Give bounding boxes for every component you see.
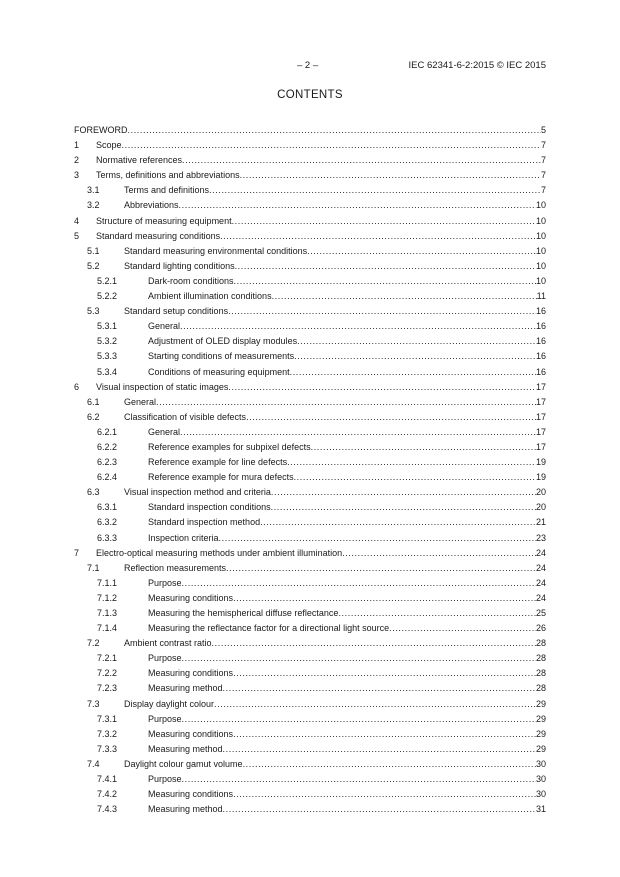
toc-entry-page: 26 — [535, 623, 546, 634]
toc-entry-title: Adjustment of OLED display modules — [148, 336, 298, 347]
dot-leader — [246, 410, 536, 425]
toc-entry-page: 28 — [535, 683, 546, 694]
toc-entry-number: 6.2 — [87, 411, 100, 422]
standard-reference: IEC 62341-6-2:2015 © IEC 2015 — [408, 60, 546, 71]
toc-entry-number: 7.1.2 — [97, 592, 118, 603]
toc-entry-number: 2 — [74, 155, 80, 166]
toc-entry-page: 7 — [540, 170, 546, 181]
dot-leader — [294, 470, 536, 485]
toc-entry-title: Electro-optical measuring methods under ambient illumination — [96, 547, 343, 558]
toc-entry[interactable] — [74, 168, 546, 183]
dot-leader — [240, 168, 541, 183]
toc-entry-number: 3.1 — [87, 185, 100, 196]
dot-leader — [223, 742, 536, 757]
toc-entry-page: 29 — [535, 743, 546, 754]
dot-leader — [235, 259, 536, 274]
toc-entry-title: Measuring method — [148, 804, 223, 815]
toc-entry-title: Standard inspection method — [148, 517, 261, 528]
toc-entry-title: Measuring the reflectance factor for a directional light source — [148, 623, 390, 634]
toc-entry-title: Purpose — [148, 577, 182, 588]
dot-leader — [223, 802, 536, 817]
toc-entry[interactable] — [74, 772, 546, 787]
toc-entry-page: 30 — [535, 758, 546, 769]
dot-leader — [182, 153, 541, 168]
dot-leader — [311, 440, 536, 455]
toc-entry-page: 17 — [535, 396, 546, 407]
toc-entry[interactable] — [74, 380, 546, 395]
toc-entry[interactable] — [74, 289, 546, 304]
toc-entry-page: 10 — [535, 260, 546, 271]
dot-leader — [226, 561, 536, 576]
toc-entry-title: Standard setup conditions — [124, 306, 229, 317]
toc-entry[interactable] — [74, 802, 546, 817]
dot-leader — [233, 727, 536, 742]
toc-entry-page: 28 — [535, 668, 546, 679]
toc-entry-title: Visual inspection method and criteria — [124, 487, 271, 498]
toc-entry[interactable] — [74, 681, 546, 696]
toc-entry-title: General — [148, 426, 181, 437]
toc-entry-number: 4 — [74, 215, 80, 226]
dot-leader — [228, 304, 536, 319]
toc-entry-page: 19 — [535, 457, 546, 468]
toc-entry-title: Reference example for line defects — [148, 457, 288, 468]
toc-entry-number: 7.4.3 — [97, 804, 118, 815]
toc-entry[interactable] — [74, 757, 546, 772]
toc-entry-title: Abbreviations — [124, 200, 179, 211]
toc-entry[interactable] — [74, 546, 546, 561]
toc-entry-page: 21 — [535, 517, 546, 528]
toc-entry-title: Normative references — [96, 155, 183, 166]
toc-entry-page: 10 — [535, 230, 546, 241]
dot-leader — [182, 772, 536, 787]
toc-entry-title: Standard lighting conditions — [124, 260, 235, 271]
toc-entry[interactable] — [74, 621, 546, 636]
toc-entry-title: Standard measuring environmental conditions — [124, 245, 308, 256]
toc-entry[interactable] — [74, 576, 546, 591]
dot-leader — [233, 666, 536, 681]
toc-entry-page: 30 — [535, 789, 546, 800]
dot-leader — [233, 787, 536, 802]
toc-entry-number: 3.2 — [87, 200, 100, 211]
dot-leader — [182, 712, 536, 727]
dot-leader — [294, 349, 536, 364]
toc-entry-number: 5.1 — [87, 245, 100, 256]
toc-entry[interactable] — [74, 787, 546, 802]
dot-leader — [182, 651, 536, 666]
page-title: CONTENTS — [277, 89, 343, 101]
toc-entry-page: 28 — [535, 638, 546, 649]
dot-leader — [260, 515, 536, 530]
toc-entry-number: 7.1.4 — [97, 623, 118, 634]
toc-entry-number: 6.3.3 — [97, 532, 118, 543]
toc-entry-page: 28 — [535, 653, 546, 664]
toc-entry[interactable] — [74, 666, 546, 681]
table-of-contents — [74, 123, 546, 817]
toc-entry-number: 5.3.1 — [97, 321, 118, 332]
toc-entry-page: 10 — [535, 275, 546, 286]
dot-leader — [271, 500, 536, 515]
dot-leader — [223, 681, 536, 696]
dot-leader — [209, 183, 541, 198]
toc-entry[interactable] — [74, 697, 546, 712]
toc-entry-number: 1 — [74, 140, 80, 151]
toc-entry-title: Measuring conditions — [148, 789, 234, 800]
toc-entry-title: Measuring method — [148, 683, 223, 694]
toc-entry-number: 7 — [74, 547, 80, 558]
toc-entry-page: 16 — [535, 321, 546, 332]
toc-entry-title: General — [148, 321, 181, 332]
dot-leader — [179, 198, 536, 213]
toc-entry[interactable] — [74, 651, 546, 666]
dot-leader — [228, 380, 536, 395]
dot-leader — [234, 274, 536, 289]
toc-entry-title: Measuring conditions — [148, 668, 234, 679]
dot-leader — [271, 485, 536, 500]
toc-entry-page: 29 — [535, 698, 546, 709]
toc-entry[interactable] — [74, 229, 546, 244]
toc-entry-number: 7.3.2 — [97, 728, 118, 739]
toc-entry[interactable] — [74, 395, 546, 410]
toc-entry-title: Terms, definitions and abbreviations — [96, 170, 240, 181]
toc-entry-page: 17 — [535, 411, 546, 422]
toc-entry-title: Measuring method — [148, 743, 223, 754]
toc-entry-number: 5.2 — [87, 260, 100, 271]
toc-entry[interactable] — [74, 319, 546, 334]
toc-entry-title: Ambient contrast ratio — [124, 638, 212, 649]
toc-entry-page: 5 — [540, 125, 546, 135]
toc-entry-title: Conditions of measuring equipment — [148, 366, 290, 377]
toc-entry[interactable] — [74, 274, 546, 289]
toc-entry-number: 6.2.4 — [97, 472, 118, 483]
toc-entry[interactable] — [74, 183, 546, 198]
toc-entry-number: 3 — [74, 170, 80, 181]
toc-entry-number: 7.1 — [87, 562, 100, 573]
toc-entry-page: 31 — [535, 804, 546, 815]
toc-entry-number: 7.3.3 — [97, 743, 118, 754]
toc-entry-title: Display daylight colour — [124, 698, 215, 709]
toc-entry-page: 24 — [535, 577, 546, 588]
toc-entry-number: 6.1 — [87, 396, 100, 407]
toc-entry-title: Starting conditions of measurements — [148, 351, 295, 362]
toc-entry-number: 5.3.3 — [97, 351, 118, 362]
dot-leader — [220, 229, 536, 244]
dot-leader — [272, 289, 537, 304]
dot-leader — [232, 214, 536, 229]
toc-entry-title: General — [124, 396, 157, 407]
toc-entry[interactable] — [74, 636, 546, 651]
toc-entry-number: 6.2.1 — [97, 426, 118, 437]
toc-entry[interactable] — [74, 470, 546, 485]
toc-entry-page: 10 — [535, 245, 546, 256]
toc-entry-page: 7 — [540, 185, 546, 196]
dot-leader — [338, 606, 536, 621]
toc-entry-page: 17 — [535, 441, 546, 452]
toc-entry[interactable] — [74, 123, 546, 138]
toc-entry-page: 17 — [535, 381, 546, 392]
toc-entry-title: Terms and definitions — [124, 185, 210, 196]
toc-entry-title: Visual inspection of static images — [96, 381, 229, 392]
dot-leader — [212, 636, 536, 651]
toc-entry-number: 7.4.1 — [97, 774, 118, 785]
toc-entry[interactable] — [74, 485, 546, 500]
toc-entry-title: Measuring conditions — [148, 728, 234, 739]
toc-entry-number: 5.2.1 — [97, 275, 118, 286]
toc-entry-number: 5.2.2 — [97, 291, 118, 302]
toc-entry-title: Standard measuring conditions — [96, 230, 221, 241]
toc-entry-page: 16 — [535, 336, 546, 347]
toc-entry-number: 7.3.1 — [97, 713, 118, 724]
toc-entry-number: 5.3.2 — [97, 336, 118, 347]
toc-entry[interactable] — [74, 138, 546, 153]
dot-leader — [389, 621, 536, 636]
toc-entry-page: 30 — [535, 774, 546, 785]
toc-entry-page: 24 — [535, 562, 546, 573]
toc-entry-title: Inspection criteria — [148, 532, 219, 543]
toc-entry-page: 16 — [535, 306, 546, 317]
toc-entry[interactable] — [74, 500, 546, 515]
dot-leader — [297, 334, 536, 349]
toc-entry-number: 7.3 — [87, 698, 100, 709]
toc-entry-page: 10 — [535, 215, 546, 226]
dot-leader — [307, 244, 536, 259]
dot-leader — [342, 546, 536, 561]
toc-entry-title: Classification of visible defects — [124, 411, 247, 422]
toc-entry-title: Reference examples for subpixel defects — [148, 441, 311, 452]
toc-entry[interactable] — [74, 606, 546, 621]
toc-entry-page: 16 — [535, 351, 546, 362]
dot-leader — [122, 138, 541, 153]
toc-entry-page: 20 — [535, 502, 546, 513]
toc-entry-page: 24 — [535, 547, 546, 558]
toc-entry[interactable] — [74, 214, 546, 229]
toc-entry-page: 17 — [535, 426, 546, 437]
toc-entry-number: 7.4 — [87, 758, 100, 769]
toc-entry-number: 7.1.1 — [97, 577, 118, 588]
toc-entry-number: 7.2.2 — [97, 668, 118, 679]
toc-entry[interactable] — [74, 455, 546, 470]
toc-entry-number: 6.2.2 — [97, 441, 118, 452]
toc-entry-page: 23 — [535, 532, 546, 543]
toc-entry-number: 6.2.3 — [97, 457, 118, 468]
toc-entry-title: Measuring the hemispherical diffuse reflectance — [148, 608, 339, 618]
dot-leader — [290, 365, 536, 380]
toc-entry-number: 7.4.2 — [97, 789, 118, 800]
toc-entry-number: 5.3 — [87, 306, 100, 317]
toc-entry[interactable] — [74, 440, 546, 455]
page-number: – 2 – — [297, 60, 319, 71]
toc-entry-title: FOREWORD — [74, 125, 128, 135]
toc-entry-number: 6.3.1 — [97, 502, 118, 513]
toc-entry-title: Dark-room conditions — [148, 275, 234, 286]
toc-entry-number: 7.2.3 — [97, 683, 118, 694]
toc-entry-title: Scope — [96, 140, 122, 151]
toc-entry[interactable] — [74, 712, 546, 727]
toc-entry-page: 25 — [535, 608, 546, 618]
toc-entry-title: Ambient illumination conditions — [148, 291, 272, 302]
toc-entry[interactable] — [74, 742, 546, 757]
toc-entry-title: Purpose — [148, 774, 182, 785]
dot-leader — [128, 123, 541, 138]
toc-entry-number: 6 — [74, 381, 80, 392]
toc-entry-number: 5.3.4 — [97, 366, 118, 377]
toc-entry-page: 24 — [535, 592, 546, 603]
toc-entry-number: 6.3.2 — [97, 517, 118, 528]
toc-entry[interactable] — [74, 531, 546, 546]
toc-entry-title: Structure of measuring equipment — [96, 215, 232, 226]
toc-entry-number: 7.2 — [87, 638, 100, 649]
toc-entry-title: Daylight colour gamut volume — [124, 758, 243, 769]
dot-leader — [156, 395, 536, 410]
toc-entry[interactable] — [74, 591, 546, 606]
toc-entry[interactable] — [74, 198, 546, 213]
toc-entry-page: 11 — [536, 291, 546, 302]
dot-leader — [219, 531, 536, 546]
dot-leader — [214, 697, 536, 712]
dot-leader — [180, 319, 536, 334]
dot-leader — [180, 425, 536, 440]
toc-entry-number: 6.3 — [87, 487, 100, 498]
toc-entry-page: 29 — [535, 713, 546, 724]
toc-entry-page: 16 — [535, 366, 546, 377]
toc-entry-page: 7 — [540, 140, 546, 151]
toc-entry[interactable] — [74, 365, 546, 380]
dot-leader — [243, 757, 536, 772]
toc-entry-number: 5 — [74, 230, 80, 241]
dot-leader — [182, 576, 536, 591]
toc-entry[interactable] — [74, 304, 546, 319]
toc-entry-title: Purpose — [148, 713, 182, 724]
toc-entry[interactable] — [74, 244, 546, 259]
toc-entry[interactable] — [74, 153, 546, 168]
toc-entry[interactable] — [74, 727, 546, 742]
toc-entry-title: Purpose — [148, 653, 182, 664]
toc-entry-title: Reference example for mura defects — [148, 472, 294, 483]
toc-entry[interactable] — [74, 561, 546, 576]
toc-entry-number: 7.1.3 — [97, 608, 118, 618]
toc-entry[interactable] — [74, 349, 546, 364]
toc-entry[interactable] — [74, 410, 546, 425]
toc-entry-title: Measuring conditions — [148, 592, 234, 603]
toc-entry-page: 20 — [535, 487, 546, 498]
toc-entry-title: Standard inspection conditions — [148, 502, 271, 513]
toc-entry-page: 10 — [535, 200, 546, 211]
dot-leader — [233, 591, 536, 606]
toc-entry-page: 29 — [535, 728, 546, 739]
toc-entry[interactable] — [74, 515, 546, 530]
toc-entry-number: 7.2.1 — [97, 653, 118, 664]
toc-entry-page: 19 — [535, 472, 546, 483]
toc-entry[interactable] — [74, 259, 546, 274]
toc-entry-title: Reflection measurements — [124, 562, 227, 573]
toc-entry-page: 7 — [540, 155, 546, 166]
toc-entry[interactable] — [74, 425, 546, 440]
toc-entry[interactable] — [74, 334, 546, 349]
dot-leader — [287, 455, 536, 470]
